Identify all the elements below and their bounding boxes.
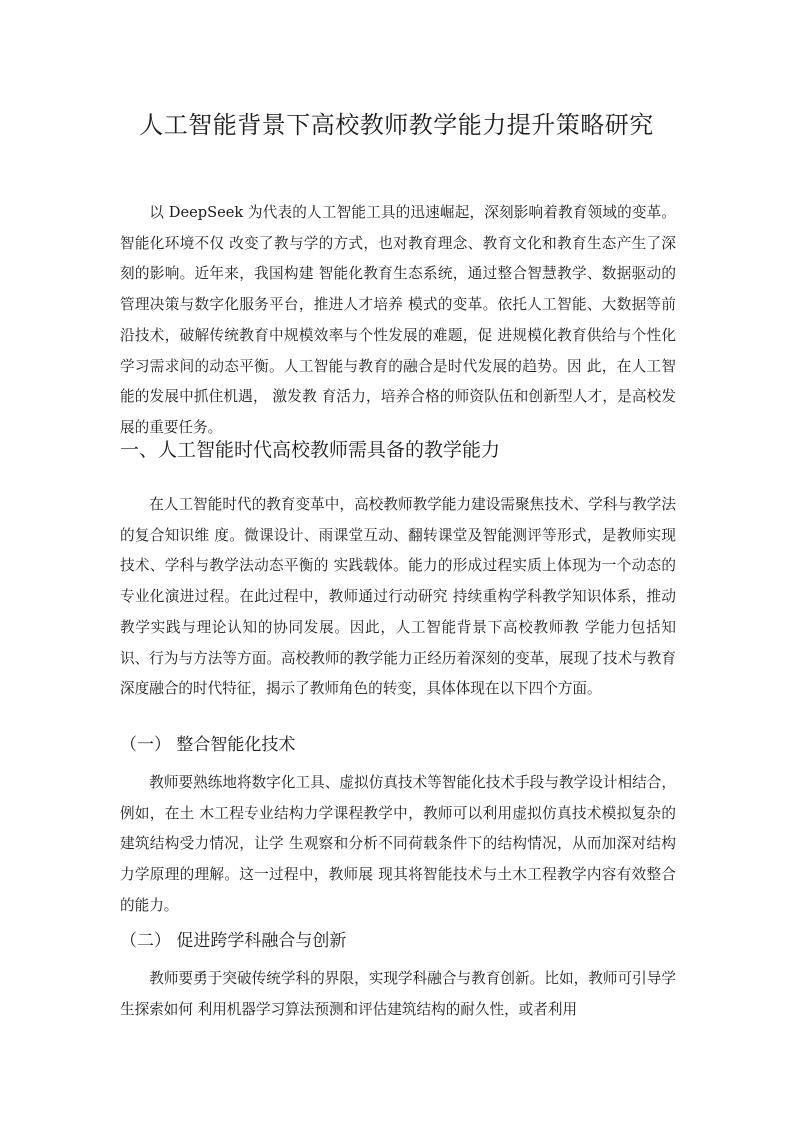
- subsection-heading-1: （一） 整合智能化技术: [120, 735, 296, 755]
- intro-paragraph: 以 DeepSeek 为代表的人工智能工具的迅速崛起，深刻影响着教育领域的变革。智能化环境不仅 改变了教与学的方式，也对教育理念、教育文化和教育生态产生了深刻的影响。近年来，我国构建 智能化教育生态系统，通过整合智慧教学、数据驱动的管理决策与数字化服务平台，推进人才培养 模式的变革。依托人工智能、大数据等前沿技术，破解传统教育中规模效率与个性发展的难题，促 进规模化教育供给与个性化学习需求间的动态平衡。人工智能与教育的融合是时代发展的趋势。因 此，在人工智能的发展中抓住机遇， 激发教 育活力，培养合格的师资队伍和创新型人才，是高校发 展的重要任务。: [120, 204, 676, 436]
- subsection-heading-2: （二） 促进跨学科融合与创新: [120, 931, 347, 951]
- subsection-1-paragraph: 教师要熟练地将数字化工具、虚拟仿真技术等智能化技术手段与教学设计相结合，例如，在土 木工程专业结构力学课程教学中，教师可以利用虚拟仿真技术模拟复杂的建筑结构受力情况，让学 生观察和分析不同荷载条件下的结构情况，从而加深对结构力学原理的理解。这一过程中，教师展 现其将智能技术与土木工程教学内容有效整合的能力。: [120, 774, 676, 914]
- section-heading-1: 一、人工智能时代高校教师需具备的教学能力: [120, 439, 501, 461]
- document-title: 人工智能背景下高校教师教学能力提升策略研究: [139, 111, 654, 139]
- section-1-paragraph: 在人工智能时代的教育变革中，高校教师教学能力建设需聚焦技术、学科与教学法的复合知识维 度。微课设计、雨课堂互动、翻转课堂及智能测评等形式，是教师实现技术、学科与教学法动态平衡的 实践载体。能力的形成过程实质上体现为一个动态的专业化演进过程。在此过程中，教师通过行动研究 持续重构学科教学知识体系，推动教学实践与理论认知的协同发展。因此，人工智能背景下高校教师教 学能力包括知识、行为与方法等方面。高校教师的教学能力正经历着深刻的变革，展现了技术与教育 深度融合的时代特征，揭示了教师角色的转变，具体体现在以下四个方面。: [120, 496, 676, 698]
- subsection-2-paragraph: 教师要勇于突破传统学科的界限，实现学科融合与教育创新。比如，教师可引导学生探索如何 利用机器学习算法预测和评估建筑结构的耐久性，或者利用: [120, 970, 676, 1018]
